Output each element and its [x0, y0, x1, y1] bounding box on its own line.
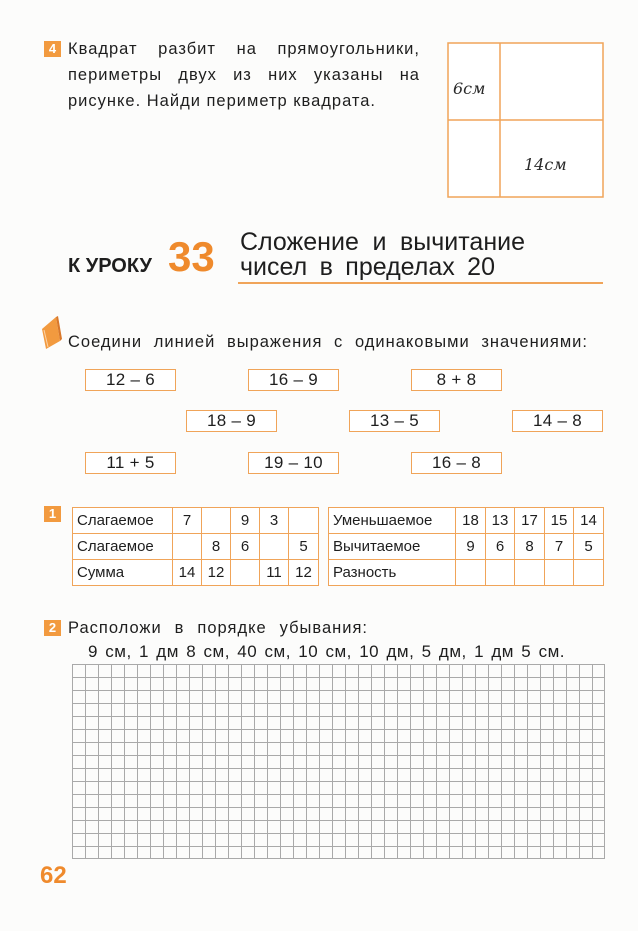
task-number-badge: 2 [44, 620, 61, 636]
number-cell: 17 [515, 508, 545, 534]
task4-text-line: периметры двух из них указаны на [68, 66, 420, 84]
subtraction-table [328, 507, 604, 586]
task-number-badge: 1 [44, 506, 61, 522]
table-row [329, 560, 604, 586]
number-cell: 9 [231, 508, 260, 534]
square-figure [447, 42, 605, 199]
row-label: Разность [329, 560, 456, 586]
number-cell: 15 [545, 508, 574, 534]
number-cell: 7 [173, 508, 202, 534]
number-cell: 18 [456, 508, 486, 534]
expression-box: 13 – 5 [349, 410, 440, 432]
number-cell: 3 [260, 508, 289, 534]
lesson-title-line: чисел в пределах 20 [240, 253, 495, 281]
table-row [73, 534, 319, 560]
task4-text-line: Квадрат разбит на прямоугольники, [68, 40, 420, 58]
expression-box: 12 – 6 [85, 369, 176, 391]
empty-cell [486, 560, 515, 586]
number-cell: 6 [231, 534, 260, 560]
empty-cell [545, 560, 574, 586]
number-cell: 9 [456, 534, 486, 560]
number-cell: 12 [289, 560, 319, 586]
empty-cell [574, 560, 604, 586]
number-cell: 14 [173, 560, 202, 586]
table-row [73, 508, 319, 534]
addition-table [72, 507, 319, 586]
empty-cell [515, 560, 545, 586]
expression-box: 8 + 8 [411, 369, 502, 391]
row-label: Слагаемое [73, 534, 173, 560]
empty-cell [289, 508, 319, 534]
matching-instruction: Соедини линией выражения с одинаковыми значениями: [68, 333, 588, 351]
expression-box: 14 – 8 [512, 410, 603, 432]
page-number: 62 [40, 862, 67, 889]
table-row [73, 560, 319, 586]
empty-cell [260, 534, 289, 560]
number-cell: 5 [289, 534, 319, 560]
number-cell: 7 [545, 534, 574, 560]
task4-text-line: рисунке. Найди периметр квадрата. [68, 92, 377, 110]
table-row [329, 508, 604, 534]
number-cell: 14 [574, 508, 604, 534]
expression-box: 19 – 10 [248, 452, 339, 474]
number-cell: 11 [260, 560, 289, 586]
task-number-badge: 4 [44, 41, 61, 57]
empty-cell [202, 508, 231, 534]
task2-instruction: Расположи в порядке убывания: [68, 619, 368, 637]
expression-box: 16 – 8 [411, 452, 502, 474]
row-label: Слагаемое [73, 508, 173, 534]
number-cell: 6 [486, 534, 515, 560]
empty-cell [231, 560, 260, 586]
empty-cell [456, 560, 486, 586]
number-cell: 12 [202, 560, 231, 586]
row-label: Вычитаемое [329, 534, 456, 560]
number-cell: 8 [515, 534, 545, 560]
perimeter-label-bottom-right: 14см [524, 155, 567, 174]
expression-box: 18 – 9 [186, 410, 277, 432]
task2-values: 9 см, 1 дм 8 см, 40 см, 10 см, 10 дм, 5 дм, 1 дм 5 см. [88, 642, 565, 661]
table-row [329, 534, 604, 560]
pencil-icon [40, 315, 64, 351]
number-cell: 13 [486, 508, 515, 534]
subtraction-table-body [329, 508, 604, 586]
answer-grid [72, 664, 605, 859]
perimeter-label-top-left: 6см [453, 79, 486, 98]
row-label: Уменьшаемое [329, 508, 456, 534]
number-cell: 8 [202, 534, 231, 560]
row-label: Сумма [73, 560, 173, 586]
lesson-title-line: Сложение и вычитание [240, 228, 525, 256]
number-cell: 5 [574, 534, 604, 560]
header-divider [238, 282, 603, 284]
expression-box: 16 – 9 [248, 369, 339, 391]
lesson-prefix: К УРОКУ [68, 255, 152, 277]
empty-cell [173, 534, 202, 560]
expression-box: 11 + 5 [85, 452, 176, 474]
addition-table-body [73, 508, 319, 586]
lesson-number: 33 [168, 233, 215, 280]
